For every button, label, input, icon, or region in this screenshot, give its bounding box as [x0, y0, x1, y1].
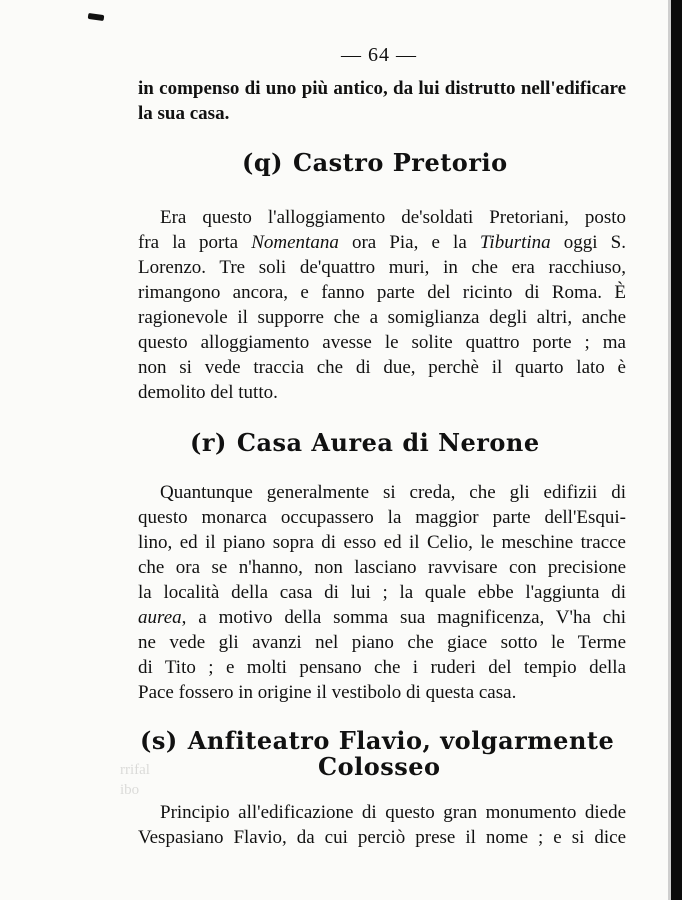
section-tag: (s)	[140, 726, 178, 755]
section-title: Castro Pretorio	[293, 148, 508, 177]
text-line: ne vede gli avanzi nel piano che giace sotto le Terme	[138, 632, 626, 653]
paragraph-casa-aurea	[138, 480, 626, 705]
section-heading-casa-aurea	[190, 428, 540, 458]
page-number: — 64 —	[341, 44, 417, 66]
text-line: Pace fossero in origine il vestibolo di questa casa.	[138, 682, 517, 703]
text-line: ragionevole il supporre che a somiglianza degli altri, anche	[138, 307, 626, 328]
page-edge-shadow	[668, 0, 682, 900]
show-through-bleed: rrifal ibo	[120, 762, 150, 798]
section-heading-anfiteatro-line2: Colosseo	[318, 752, 441, 781]
section-tag: (q)	[242, 148, 283, 177]
intro-paragraph	[138, 76, 626, 126]
text-line: questo alloggiamento avesse le solite quattro porte ; ma	[138, 332, 626, 353]
text-line: la sua casa.	[138, 103, 230, 124]
text-line: la località della casa di lui ; la quale ebbe l'aggiunta di	[138, 582, 626, 603]
text-line: questo monarca occupassero la maggior parte dell'Esqui-	[138, 507, 626, 528]
section-title: Anfiteatro Flavio, volgarmente	[187, 726, 615, 755]
ink-blot	[88, 13, 105, 21]
text-line: lino, ed il piano sopra di esso ed il Celio, le meschine tracce	[138, 532, 626, 553]
text-line: di Tito ; e molti pensano che i ruderi del tempio della	[138, 657, 626, 678]
text-line: Era questo l'alloggiamento de'soldati Pretoriani, posto	[160, 207, 626, 228]
text-line: fra la porta Nomentana ora Pia, e la Tiburtina oggi S.	[138, 232, 626, 253]
text-line: non si vede traccia che di due, perchè il quarto lato è	[138, 357, 626, 378]
paragraph-castro-pretorio	[138, 205, 626, 405]
text-line: rimangono ancora, e fanno parte del ricinto di Roma. È	[138, 282, 626, 303]
text-line: Lorenzo. Tre soli de'quattro muri, in che era racchiuso,	[138, 257, 626, 278]
text-line: in compenso di uno più antico, da lui distrutto nell'edificare	[138, 78, 626, 99]
text-line: Principio all'edificazione di questo gran monumento diede	[160, 802, 626, 823]
paragraph-anfiteatro	[138, 800, 626, 850]
text-line: che ora se n'hanno, non lasciano ravvisare con precisione	[138, 557, 626, 578]
text-line: Vespasiano Flavio, da cui perciò prese il nome ; e si dice	[138, 827, 626, 848]
text-line: Quantunque generalmente si creda, che gli edifizii di	[160, 482, 626, 503]
section-tag: (r)	[190, 428, 227, 457]
section-title: Casa Aurea di Nerone	[236, 428, 540, 457]
section-heading-castro-pretorio	[242, 148, 508, 178]
text-line: aurea, a motivo della somma sua magnificenza, V'ha chi	[138, 607, 626, 628]
text-line: demolito del tutto.	[138, 382, 278, 403]
